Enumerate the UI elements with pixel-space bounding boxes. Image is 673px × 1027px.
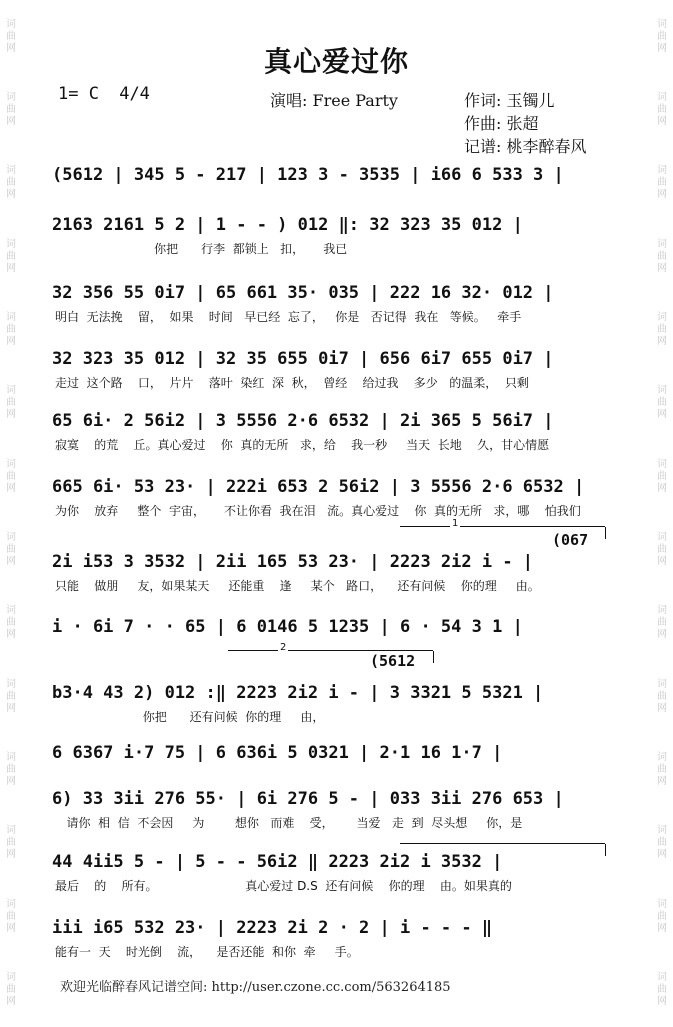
- watermark-char: 网: [657, 849, 667, 861]
- watermark-char: 词: [657, 972, 667, 984]
- notation-row: 665 6i· 53 23· | 222i 653 2 56i2 | 3 5556 2·6 6532 |: [52, 477, 585, 497]
- notation-row: b3·4 43 2) 012 :‖ 2223 2i2 i - | 3 3321 5 5321 |: [52, 683, 544, 703]
- watermark-char: 词: [657, 605, 667, 617]
- watermark-char: 曲: [657, 690, 667, 702]
- watermark-char: 网: [657, 482, 667, 494]
- watermark-group: [6, 165, 16, 201]
- watermark-char: 曲: [657, 470, 667, 482]
- watermark-group: [6, 385, 16, 421]
- watermark-group: [657, 972, 667, 1008]
- key-signature: [58, 84, 150, 104]
- watermark-char: 网: [6, 776, 16, 788]
- watermark-char: 曲: [657, 250, 667, 262]
- watermark-char: 曲: [6, 984, 16, 996]
- watermark-char: 曲: [6, 910, 16, 922]
- watermark-char: 网: [657, 702, 667, 714]
- key-label: 1= C: [58, 84, 99, 104]
- watermark-char: 曲: [6, 104, 16, 116]
- watermark-char: 网: [657, 189, 667, 201]
- watermark-char: 网: [6, 702, 16, 714]
- watermark-char: 曲: [6, 177, 16, 189]
- watermark-group: [657, 92, 667, 128]
- watermark-group: [657, 899, 667, 935]
- watermark-char: 曲: [6, 764, 16, 776]
- watermark-char: 网: [6, 922, 16, 934]
- watermark-char: 词: [6, 605, 16, 617]
- watermark-char: 网: [657, 409, 667, 421]
- watermark-group: [6, 92, 16, 128]
- watermark-char: 词: [6, 532, 16, 544]
- lyric-row: 最后 的 所有。 真心爱过 D.S 还有问候 你的理 由。如果真的: [55, 879, 512, 893]
- pickup-notes-1: (067: [552, 531, 589, 549]
- watermark-char: 网: [6, 482, 16, 494]
- lyric-row: 为你 放弃 整个 宇宙， 不让你看 我在泪 流。真心爱过 你 真的无所 求，哪 怕我们: [55, 504, 581, 518]
- watermark-char: 网: [6, 409, 16, 421]
- watermark-char: 词: [6, 972, 16, 984]
- watermark-group: [657, 605, 667, 641]
- lyric-row: 走过 这个路 口， 片片 落叶 染红 深 秋， 曾经 给过我 多少 的温柔， 只剩: [55, 376, 529, 390]
- watermark-char: 词: [657, 92, 667, 104]
- watermark-char: 词: [657, 165, 667, 177]
- watermark-group: [6, 312, 16, 348]
- watermark-group: [657, 459, 667, 495]
- watermark-char: 网: [6, 336, 16, 348]
- watermark-char: 词: [657, 752, 667, 764]
- lyric-row: 你把 行李 都锁上 扣， 我已: [55, 242, 348, 256]
- lyric-row: 你把 还有问候 你的理 由，: [55, 710, 325, 724]
- watermark-char: 网: [6, 42, 16, 54]
- watermark-char: 词: [6, 165, 16, 177]
- watermark-char: 词: [6, 678, 16, 690]
- watermark-char: 曲: [6, 30, 16, 42]
- watermark-char: 曲: [6, 250, 16, 262]
- watermark-char: 网: [6, 996, 16, 1008]
- watermark-char: 曲: [657, 104, 667, 116]
- singer-credit: 演唱: Free Party: [270, 91, 398, 110]
- watermark-char: 词: [6, 18, 16, 30]
- notation-row: i · 6i 7 · · 65 | 6 0146 5 1235 | 6 · 54 3 1 |: [52, 617, 523, 637]
- watermark-char: 曲: [657, 617, 667, 629]
- watermark-char: 词: [657, 532, 667, 544]
- notation-row: iii i65 532 23· | 2223 2i 2 · 2 | i - - - ‖: [52, 918, 493, 938]
- page-title: 真心爱过你: [263, 45, 409, 78]
- watermark-char: 词: [657, 385, 667, 397]
- watermark-char: 词: [6, 238, 16, 250]
- first-ending-number: 1: [452, 518, 459, 529]
- watermark-char: 词: [657, 18, 667, 30]
- lyricist-credit: 作词: 玉镯儿: [464, 91, 555, 110]
- transcriber-credit: 记谱: 桃李醉春风: [464, 137, 587, 156]
- watermark-char: 词: [6, 312, 16, 324]
- notation-row: 65 6i· 2 56i2 | 3 5556 2·6 6532 | 2i 365 5 56i7 |: [52, 411, 554, 431]
- watermark-char: 曲: [657, 397, 667, 409]
- watermark-char: 词: [6, 92, 16, 104]
- notation-row: 2i i53 3 3532 | 2ii 165 53 23· | 2223 2i2 i - |: [52, 552, 534, 572]
- composer-credit: 作曲: 张超: [464, 114, 539, 133]
- watermark-group: [6, 605, 16, 641]
- watermark-char: 词: [6, 898, 16, 910]
- watermark-group: [6, 239, 16, 275]
- notation-row: 44 4ii5 5 - | 5 - - 56i2 ‖ 2223 2i2 i 3532 |: [52, 852, 503, 872]
- watermark-char: 网: [657, 262, 667, 274]
- watermark-char: 曲: [6, 397, 16, 409]
- watermark-char: 曲: [657, 30, 667, 42]
- watermark-char: 词: [6, 385, 16, 397]
- lyric-row: 寂寞 的荒 丘。真心爱过 你 真的无所 求，给 我一秒 当天 长地 久，甘心情愿: [55, 438, 550, 452]
- watermark-char: 网: [6, 629, 16, 641]
- watermark-char: 曲: [6, 690, 16, 702]
- notation-row: 32 356 55 0i7 | 65 661 35· 035 | 222 16 32· 012 |: [52, 283, 554, 303]
- watermark-strip-right: [651, 0, 673, 1027]
- watermark-group: [657, 752, 667, 788]
- second-ending-bracket: [228, 642, 433, 653]
- watermark-char: 曲: [657, 544, 667, 556]
- watermark-char: 网: [657, 116, 667, 128]
- watermark-char: 词: [657, 898, 667, 910]
- watermark-char: 词: [657, 678, 667, 690]
- watermark-char: 网: [6, 556, 16, 568]
- watermark-group: [6, 899, 16, 935]
- watermark-char: 词: [657, 238, 667, 250]
- lyric-row: 能有一 天 时光倒 流， 是否还能 和你 牵 手。: [55, 945, 359, 959]
- footer-note: 欢迎光临醉春风记谱空间: http://user.czone.cc.com/563264185: [60, 980, 451, 995]
- watermark-char: 网: [6, 262, 16, 274]
- watermark-strip-left: [0, 0, 22, 1027]
- notation-row: (5612 | 345 5 - 217 | 123 3 - 3535 | i66 6 533 3 |: [52, 165, 564, 185]
- watermark-group: [657, 239, 667, 275]
- watermark-char: 网: [6, 189, 16, 201]
- notation-row: 6) 33 3ii 276 55· | 6i 276 5 - | 033 3ii 276 653 |: [52, 789, 564, 809]
- watermark-group: [657, 385, 667, 421]
- watermark-char: 网: [6, 849, 16, 861]
- watermark-group: [657, 165, 667, 201]
- watermark-group: [657, 532, 667, 568]
- watermark-group: [6, 532, 16, 568]
- watermark-char: 曲: [6, 470, 16, 482]
- pickup-notes-2: (5612: [370, 652, 416, 670]
- watermark-char: 网: [657, 556, 667, 568]
- watermark-char: 曲: [657, 764, 667, 776]
- watermark-char: 网: [657, 922, 667, 934]
- watermark-char: 词: [6, 825, 16, 837]
- watermark-char: 曲: [6, 837, 16, 849]
- watermark-group: [657, 679, 667, 715]
- watermark-char: 网: [657, 776, 667, 788]
- watermark-char: 词: [657, 825, 667, 837]
- watermark-char: 词: [657, 458, 667, 470]
- time-signature: 4/4: [119, 84, 150, 104]
- watermark-char: 曲: [6, 544, 16, 556]
- watermark-char: 词: [657, 312, 667, 324]
- watermark-group: [6, 972, 16, 1008]
- watermark-char: 曲: [657, 910, 667, 922]
- watermark-char: 网: [657, 629, 667, 641]
- first-ending-bracket: [400, 518, 605, 529]
- lyric-row: 明白 无法挽 留， 如果 时间 早已经 忘了， 你是 否记得 我在 等候。 牵手: [55, 310, 522, 324]
- notation-row: 32 323 35 012 | 32 35 655 0i7 | 656 6i7 655 0i7 |: [52, 349, 554, 369]
- watermark-char: 网: [6, 116, 16, 128]
- watermark-char: 曲: [657, 984, 667, 996]
- lyric-row: 请你 相 信 不会因 为 想你 而难 受， 当爱 走 到 尽头想 你，是: [55, 816, 523, 830]
- watermark-char: 曲: [657, 837, 667, 849]
- watermark-char: 网: [657, 42, 667, 54]
- notation-row: 2163 2161 5 2 | 1 - - ) 012 ‖: 32 323 35 012 |: [52, 215, 523, 235]
- watermark-char: 词: [6, 458, 16, 470]
- watermark-char: 曲: [657, 177, 667, 189]
- notation-row: 6 6367 i·7 75 | 6 636i 5 0321 | 2·1 16 1·7 |: [52, 743, 503, 763]
- watermark-group: [657, 825, 667, 861]
- watermark-char: 曲: [657, 324, 667, 336]
- watermark-group: [6, 825, 16, 861]
- watermark-group: [6, 459, 16, 495]
- watermark-char: 曲: [6, 617, 16, 629]
- watermark-group: [6, 679, 16, 715]
- second-ending-number: 2: [280, 642, 287, 653]
- watermark-group: [657, 312, 667, 348]
- watermark-char: 网: [657, 336, 667, 348]
- lyric-row: 只能 做朋 友，如果某天 还能重 逢 某个 路口， 还有问候 你的理 由。: [55, 579, 540, 593]
- coda-bracket: [400, 843, 605, 844]
- watermark-group: [6, 752, 16, 788]
- watermark-char: 网: [657, 996, 667, 1008]
- watermark-char: 词: [6, 752, 16, 764]
- watermark-char: 曲: [6, 324, 16, 336]
